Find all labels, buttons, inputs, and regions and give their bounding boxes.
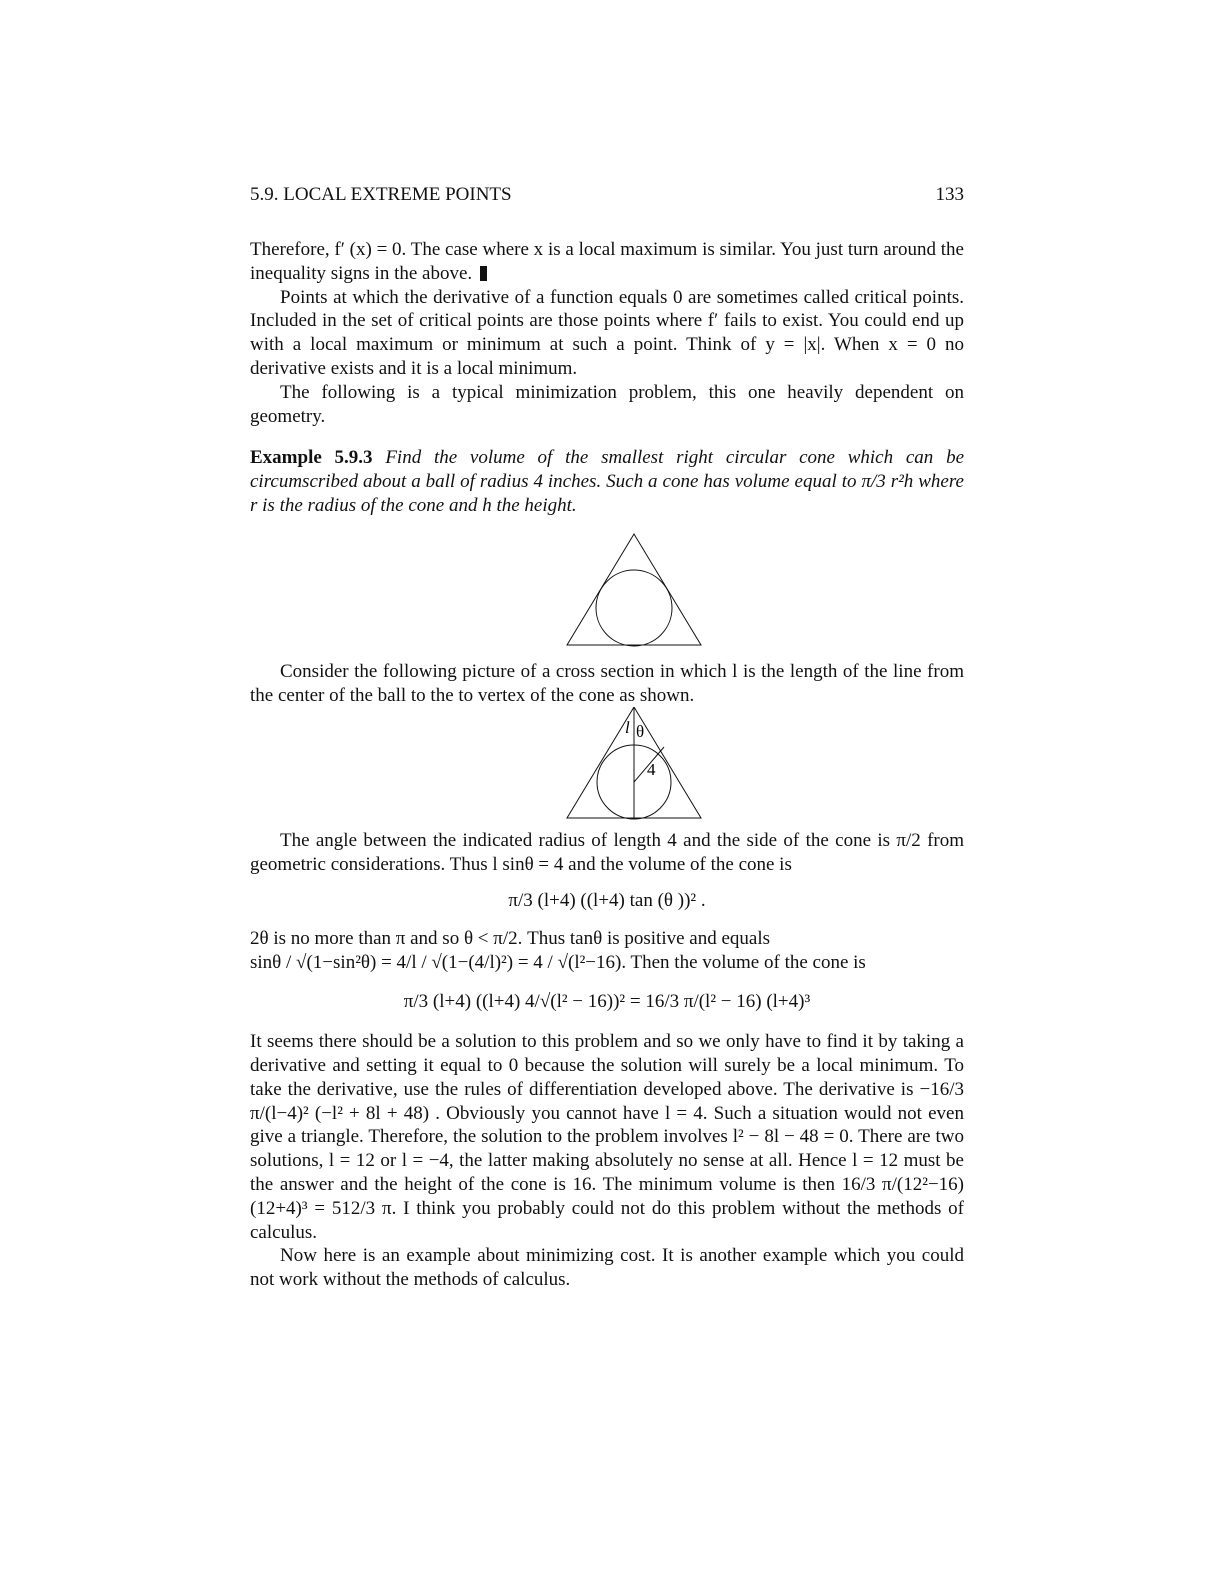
figure-cross-section bbox=[250, 707, 964, 825]
running-header bbox=[250, 184, 964, 206]
example-text: Find the volume of the smallest right circular cone which can be circumscribed about a ball of radius 4 inches. Such a cone has volume equal to π/3 r²h where r is the radius of the cone and h the height. bbox=[250, 447, 965, 516]
example-5-9-3 bbox=[250, 446, 964, 517]
paragraph-8: Now here is an example about minimizing cost. It is another example which you could not work without the methods of calculus. bbox=[250, 1245, 964, 1291]
figure-cone-ball bbox=[250, 518, 964, 660]
paragraph-1: Therefore, f′ (x) = 0. The case where x is a local maximum is similar. You just turn around the inequality signs in the above. bbox=[250, 239, 964, 284]
paragraph-6a: 2θ is no more than π and so θ < π/2. Thus tanθ is positive and equals bbox=[250, 927, 771, 949]
cone-triangle bbox=[567, 534, 701, 645]
label-l: l bbox=[625, 718, 630, 738]
text-body bbox=[250, 238, 964, 1292]
paragraph-4: Consider the following picture of a cross section in which l is the length of the line from the center of the ball to the to vertex of the cone as shown. bbox=[250, 660, 964, 706]
equation-2: π/3 (l+4) ((l+4) 4/√(l² − 16))² = 16/3 π/(l² − 16) (l+4)³ bbox=[403, 991, 811, 1013]
paragraph-6b: sinθ / √(1−sin²θ) = 4/l / √(1−(4/l)²) = 4 / √(l²−16). Then the volume of the cone is bbox=[250, 951, 866, 973]
label-theta: θ bbox=[636, 722, 645, 742]
label-radius: 4 bbox=[647, 760, 656, 780]
example-label: Example 5.9.3 bbox=[250, 447, 373, 469]
paragraph-7: It seems there should be a solution to this problem and so we only have to find it by taking a derivative and setting it equal to 0 because the solution will surely be a local minimum. To take the derivative, use the rules of differentiation developed above. The derivative is −16/3 π/(l−4)² (−l² + 8l + 48) . Obviously you cannot have l = 4. Such a situation would not even give a triangle. Therefore, the solution to the problem involves l² − 8l − 48 = 0. There are two solutions, l = 12 or l = −4, the latter making absolutely no sense at all. Hence l = 12 must be the answer and the height of the cone is 16. The minimum volume is then 16/3 π/(12²−16) (12+4)³ = 512/3 π. I think you probably could not do this problem without the methods of calculus. bbox=[250, 1031, 964, 1243]
qed-symbol bbox=[480, 266, 487, 281]
paragraph-3: The following is a typical minimization problem, this one heavily dependent on geometry. bbox=[250, 381, 964, 427]
page-number: 133 bbox=[935, 184, 964, 205]
ball-circle bbox=[596, 570, 672, 646]
equation-1: π/3 (l+4) ((l+4) tan (θ ))² . bbox=[508, 889, 706, 911]
section-title: 5.9. LOCAL EXTREME POINTS bbox=[250, 184, 512, 205]
paragraph-2: Points at which the derivative of a function equals 0 are sometimes called critical points. Included in the set of critical points are those points where f′ fails to exist. You could end up with a local maximum or minimum at such a point. Think of y = |x|. When x = 0 no derivative exists and it is a local minimum. bbox=[250, 286, 964, 379]
paragraph-5: The angle between the indicated radius of length 4 and the side of the cone is π/2 from geometric considerations. Thus l sinθ = 4 and the volume of the cone is bbox=[250, 830, 964, 876]
